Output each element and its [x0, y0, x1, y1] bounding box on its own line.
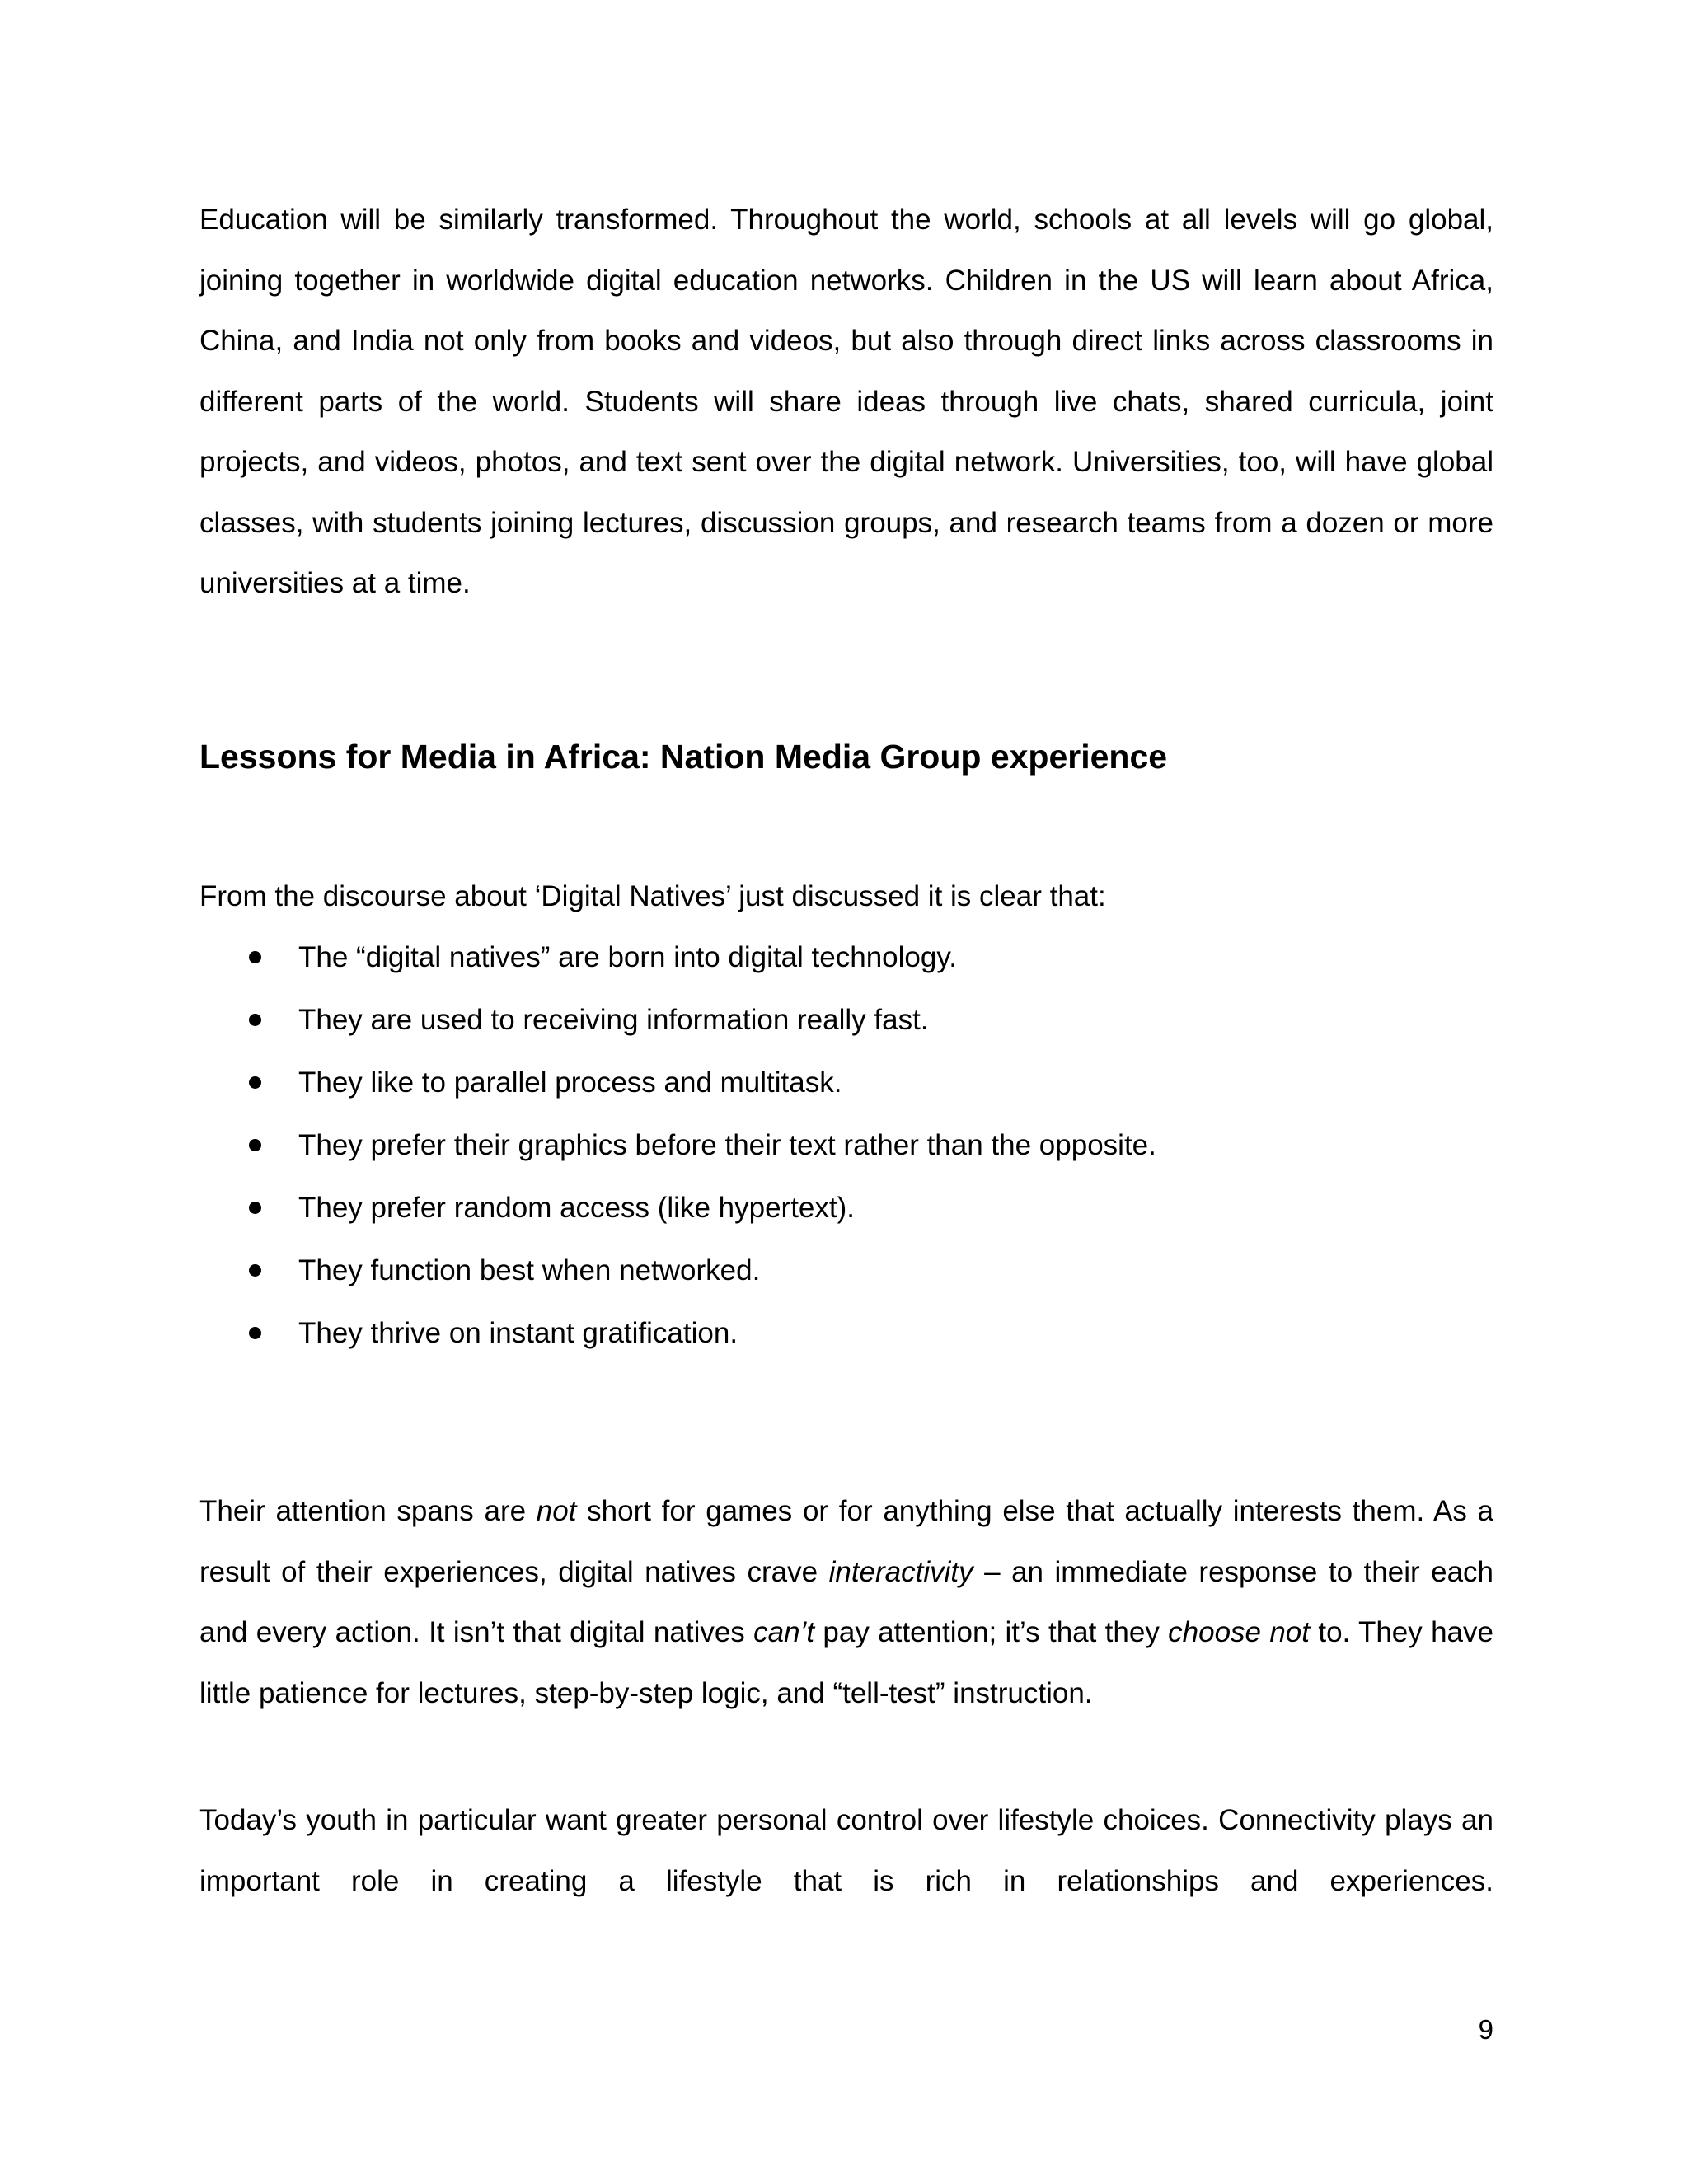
text-segment: pay attention; it’s that they — [814, 1616, 1169, 1648]
text-segment: to. They have little patience for lectures, step-by-step logic, and “tell-test” instruction. — [199, 1616, 1493, 1709]
text-segment: – an immediate response to their each and every action. It isn’t that digital natives — [199, 1555, 1493, 1648]
education-paragraph: Education will be similarly transformed. Throughout the world, schools at all levels will go global, joining together in worldwide digital education networks. Children in the US will learn about Africa, China, and India not only from books and videos, but also through direct links across classrooms in different parts of the world. Students will share ideas through live chats, shared curricula, joint projects, and videos, photos, and text sent over the digital network. Universities, too, will have global classes, with students joining lectures, discussion groups, and research teams from a dozen or more universities at a time. — [199, 204, 1493, 599]
text-segment: Their attention spans are — [199, 1495, 537, 1527]
bullet-icon — [249, 1014, 261, 1026]
list-item-text: They prefer their graphics before their text rather than the opposite. — [298, 1129, 1156, 1161]
text-segment: short for games or for anything else that actually interests them. As a result of their experiences, digital natives crave — [199, 1495, 1493, 1588]
list-item-text: They function best when networked. — [298, 1254, 761, 1286]
bullet-icon — [249, 1327, 261, 1339]
emphasis-text: can’t — [753, 1616, 815, 1648]
bullet-icon — [249, 951, 261, 963]
section-heading: Lessons for Media in Africa: Nation Media Group experience — [199, 738, 1168, 776]
list-item-text: They like to parallel process and multitask. — [298, 1066, 842, 1099]
attention-paragraph — [199, 1481, 1493, 1723]
list-item-text: They prefer random access (like hypertext). — [298, 1192, 855, 1224]
list-item-text: They are used to receiving information really fast. — [298, 1004, 929, 1036]
emphasis-text: not — [536, 1495, 577, 1527]
bullet-icon — [249, 1139, 261, 1151]
emphasis-text: interactivity — [828, 1555, 973, 1588]
intro-line: From the discourse about ‘Digital Natives’ just discussed it is clear that: — [199, 880, 1106, 912]
list-item-text: They thrive on instant gratification. — [298, 1317, 738, 1349]
youth-paragraph: Today’s youth in particular want greater personal control over lifestyle choices. Connectivity plays an important role in creating a lifestyle that is rich in relationships and experiences. — [199, 1804, 1493, 1897]
list-item-text: The “digital natives” are born into digital technology. — [298, 941, 957, 973]
bullet-icon — [249, 1264, 261, 1277]
page-number: 9 — [1478, 2014, 1493, 2045]
emphasis-text: choose not — [1168, 1616, 1311, 1648]
bullet-icon — [249, 1202, 261, 1214]
bullet-icon — [249, 1076, 261, 1089]
